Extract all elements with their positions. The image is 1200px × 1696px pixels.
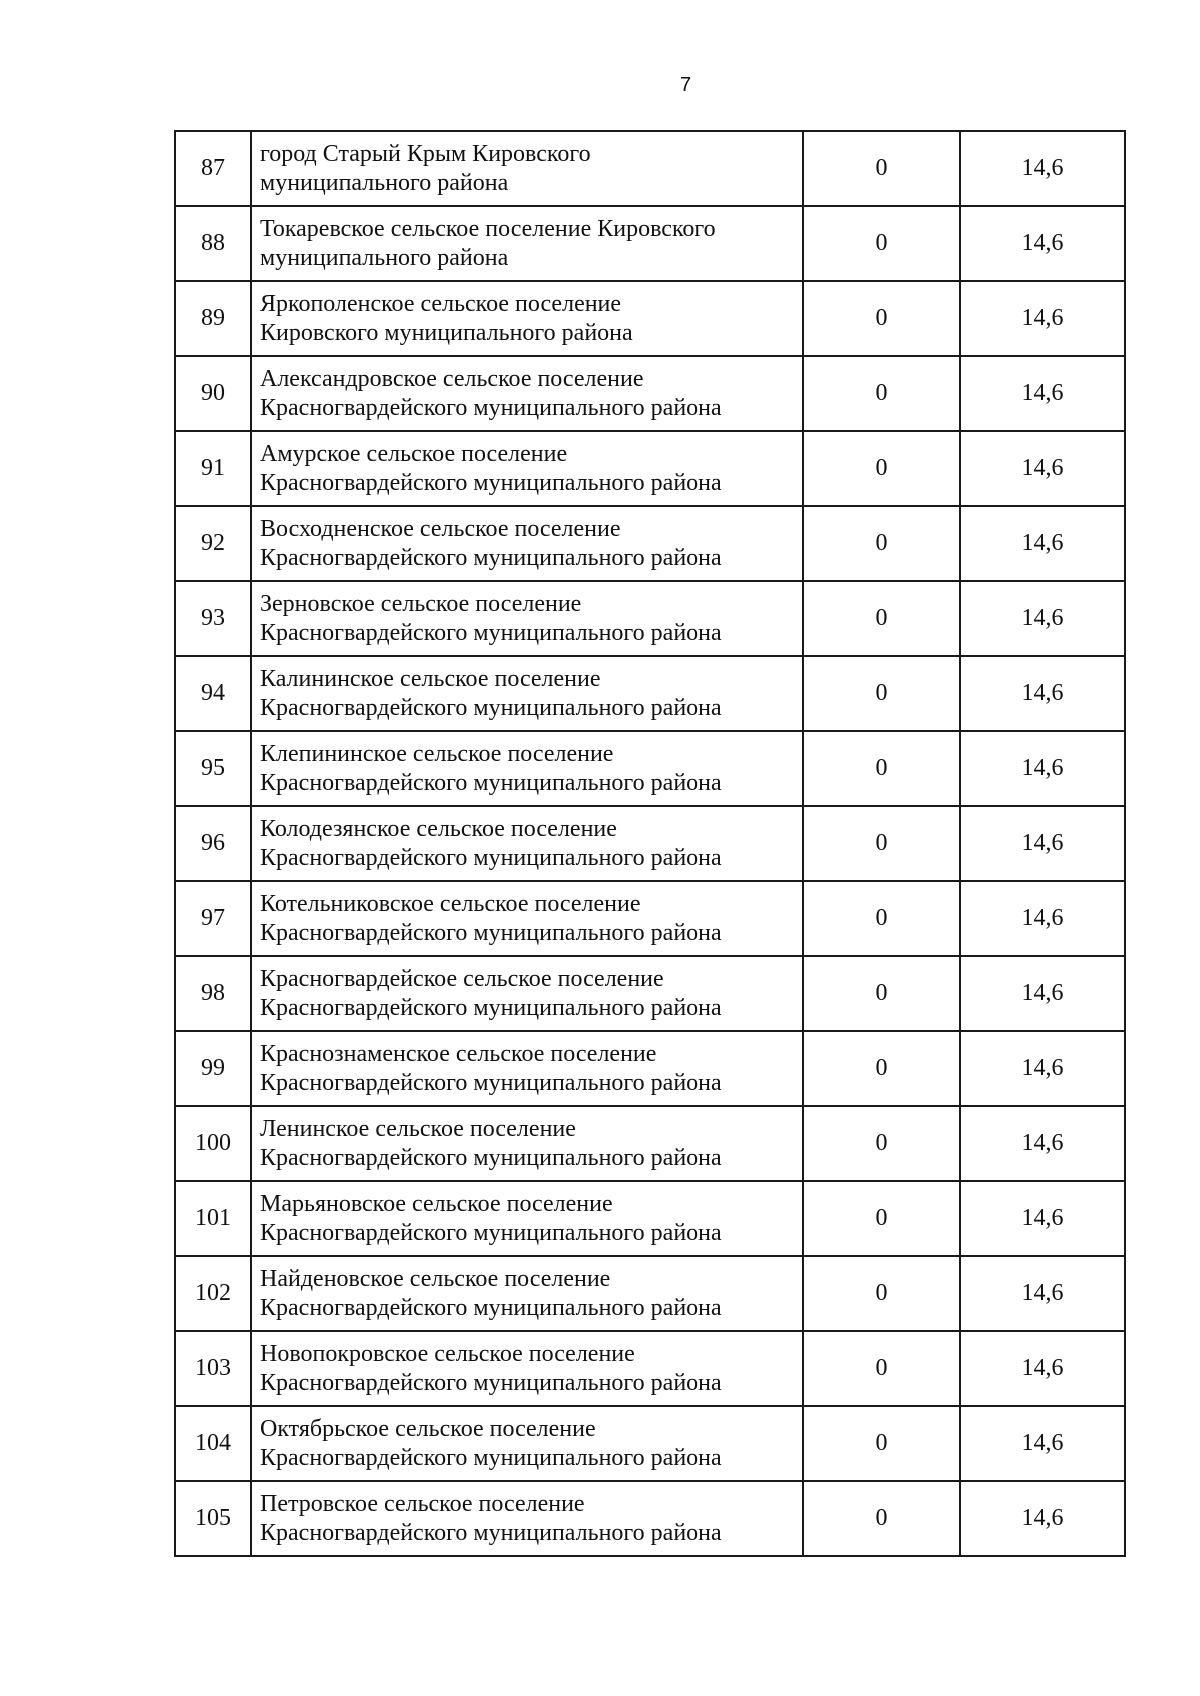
value-1-cell: 0 — [803, 206, 960, 281]
table-row — [175, 656, 1125, 731]
settlement-name-line-2: Красногвардейского муниципального района — [260, 695, 722, 721]
settlement-name — [260, 807, 802, 873]
value-2-cell: 14,6 — [960, 506, 1125, 581]
settlements-table — [174, 130, 1126, 1557]
settlement-name — [260, 732, 802, 798]
row-number-cell: 98 — [175, 956, 251, 1031]
settlement-name-line-2: Красногвардейского муниципального района — [260, 620, 722, 646]
table-row — [175, 1106, 1125, 1181]
table-row — [175, 206, 1125, 281]
table-row — [175, 506, 1125, 581]
settlement-name-cell — [251, 956, 803, 1031]
settlement-name-line-1: Яркополенское сельское поселение — [260, 291, 622, 317]
settlement-name — [260, 1032, 802, 1098]
settlement-name-line-2: Красногвардейского муниципального района — [260, 1370, 722, 1396]
value-1-cell: 0 — [803, 1406, 960, 1481]
settlement-name-line-1: Зерновское сельское поселение — [260, 591, 582, 617]
table-row — [175, 131, 1125, 206]
page-number-text: 7 — [680, 74, 692, 96]
row-number-cell: 101 — [175, 1181, 251, 1256]
settlement-name — [260, 282, 802, 348]
settlement-name-line-2: Красногвардейского муниципального района — [260, 920, 722, 946]
settlement-name-line-1: Петровское сельское поселение — [260, 1491, 585, 1517]
row-number-cell: 100 — [175, 1106, 251, 1181]
settlement-name-cell — [251, 281, 803, 356]
value-2-cell: 14,6 — [960, 281, 1125, 356]
settlement-name-line-1: Краснознаменское сельское поселение — [260, 1041, 657, 1067]
value-2-cell: 14,6 — [960, 881, 1125, 956]
settlement-name-line-1: Токаревское сельское поселение Кировского — [260, 216, 716, 242]
settlement-name-line-1: Красногвардейское сельское поселение — [260, 966, 664, 992]
settlement-name-cell — [251, 881, 803, 956]
value-1-cell: 0 — [803, 656, 960, 731]
row-number-cell: 88 — [175, 206, 251, 281]
settlement-name-line-2: муниципального района — [260, 170, 509, 196]
settlement-name — [260, 1257, 802, 1323]
settlement-name-line-1: Найденовское сельское поселение — [260, 1266, 611, 1292]
settlement-name-line-2: Красногвардейского муниципального района — [260, 1520, 722, 1546]
row-number-cell: 93 — [175, 581, 251, 656]
settlement-name-line-1: Колодезянское сельское поселение — [260, 816, 617, 842]
settlement-name-line-1: Марьяновское сельское поселение — [260, 1191, 613, 1217]
settlement-name-line-2: Красногвардейского муниципального района — [260, 1295, 722, 1321]
settlement-name-cell — [251, 656, 803, 731]
value-2-cell: 14,6 — [960, 1106, 1125, 1181]
table-body — [175, 131, 1125, 1556]
settlement-name — [260, 957, 802, 1023]
settlement-name-line-2: Красногвардейского муниципального района — [260, 1070, 722, 1096]
row-number-cell: 96 — [175, 806, 251, 881]
value-1-cell: 0 — [803, 1331, 960, 1406]
table-row — [175, 731, 1125, 806]
settlement-name — [260, 1482, 802, 1548]
value-2-cell: 14,6 — [960, 1256, 1125, 1331]
table-row — [175, 1031, 1125, 1106]
row-number-cell: 105 — [175, 1481, 251, 1556]
value-2-cell: 14,6 — [960, 581, 1125, 656]
settlement-name-line-2: Красногвардейского муниципального района — [260, 770, 722, 796]
settlement-name-cell — [251, 206, 803, 281]
settlement-name — [260, 1107, 802, 1173]
settlement-name-line-1: Октябрьское сельское поселение — [260, 1416, 596, 1442]
settlement-name-line-2: Кировского муниципального района — [260, 320, 633, 346]
value-1-cell: 0 — [803, 1031, 960, 1106]
settlement-name-cell — [251, 806, 803, 881]
settlement-name-line-2: Красногвардейского муниципального района — [260, 1145, 722, 1171]
value-2-cell: 14,6 — [960, 956, 1125, 1031]
settlement-name-line-1: Ленинское сельское поселение — [260, 1116, 576, 1142]
settlement-name-line-2: Красногвардейского муниципального района — [260, 995, 722, 1021]
row-number-cell: 95 — [175, 731, 251, 806]
settlement-name-line-2: муниципального района — [260, 245, 509, 271]
value-2-cell: 14,6 — [960, 1331, 1125, 1406]
table-row — [175, 1181, 1125, 1256]
value-1-cell: 0 — [803, 1481, 960, 1556]
settlement-name-line-2: Красногвардейского муниципального района — [260, 545, 722, 571]
value-1-cell: 0 — [803, 881, 960, 956]
settlement-name-line-1: Восходненское сельское поселение — [260, 516, 621, 542]
settlement-name-line-1: город Старый Крым Кировского — [260, 141, 591, 167]
row-number-cell: 103 — [175, 1331, 251, 1406]
table-row — [175, 431, 1125, 506]
value-1-cell: 0 — [803, 731, 960, 806]
value-1-cell: 0 — [803, 581, 960, 656]
value-1-cell: 0 — [803, 1106, 960, 1181]
row-number-cell: 104 — [175, 1406, 251, 1481]
row-number-cell: 99 — [175, 1031, 251, 1106]
settlement-name — [260, 657, 802, 723]
settlement-name — [260, 582, 802, 648]
table-row — [175, 356, 1125, 431]
settlement-name — [260, 1182, 802, 1248]
settlement-name-line-1: Новопокровское сельское поселение — [260, 1341, 635, 1367]
value-1-cell: 0 — [803, 806, 960, 881]
settlement-name-cell — [251, 1481, 803, 1556]
value-1-cell: 0 — [803, 431, 960, 506]
settlement-name — [260, 1332, 802, 1398]
table-row — [175, 281, 1125, 356]
table-row — [175, 1331, 1125, 1406]
row-number-cell: 87 — [175, 131, 251, 206]
settlement-name-cell — [251, 506, 803, 581]
value-2-cell: 14,6 — [960, 806, 1125, 881]
row-number-cell: 92 — [175, 506, 251, 581]
settlement-name — [260, 882, 802, 948]
settlement-name-line-2: Красногвардейского муниципального района — [260, 1445, 722, 1471]
settlement-name — [260, 1407, 802, 1473]
value-1-cell: 0 — [803, 506, 960, 581]
settlement-name-line-1: Котельниковское сельское поселение — [260, 891, 641, 917]
table-row — [175, 881, 1125, 956]
table-row — [175, 581, 1125, 656]
table-row — [175, 1406, 1125, 1481]
value-2-cell: 14,6 — [960, 731, 1125, 806]
value-1-cell: 0 — [803, 956, 960, 1031]
value-1-cell: 0 — [803, 1181, 960, 1256]
value-2-cell: 14,6 — [960, 431, 1125, 506]
settlement-name-line-2: Красногвардейского муниципального района — [260, 1220, 722, 1246]
row-number-cell: 91 — [175, 431, 251, 506]
settlement-name-cell — [251, 131, 803, 206]
settlement-name-cell — [251, 1406, 803, 1481]
settlement-name-line-2: Красногвардейского муниципального района — [260, 395, 722, 421]
settlement-name-cell — [251, 1181, 803, 1256]
settlement-name-cell — [251, 1031, 803, 1106]
row-number-cell: 102 — [175, 1256, 251, 1331]
settlement-name — [260, 432, 802, 498]
settlement-name-line-1: Александровское сельское поселение — [260, 366, 644, 392]
row-number-cell: 94 — [175, 656, 251, 731]
table-row — [175, 956, 1125, 1031]
settlement-name — [260, 357, 802, 423]
value-2-cell: 14,6 — [960, 1406, 1125, 1481]
settlement-name — [260, 207, 802, 273]
value-2-cell: 14,6 — [960, 1031, 1125, 1106]
row-number-cell: 97 — [175, 881, 251, 956]
settlement-name-line-2: Красногвардейского муниципального района — [260, 845, 722, 871]
settlement-name-line-1: Амурское сельское поселение — [260, 441, 568, 467]
settlement-name-cell — [251, 581, 803, 656]
value-2-cell: 14,6 — [960, 656, 1125, 731]
settlement-name-cell — [251, 1106, 803, 1181]
settlement-name — [260, 132, 802, 198]
table-row — [175, 806, 1125, 881]
settlement-name-line-1: Калининское сельское поселение — [260, 666, 601, 692]
table-row — [175, 1256, 1125, 1331]
settlement-name-cell — [251, 1331, 803, 1406]
value-2-cell: 14,6 — [960, 1481, 1125, 1556]
value-1-cell: 0 — [803, 356, 960, 431]
row-number-cell: 89 — [175, 281, 251, 356]
value-2-cell: 14,6 — [960, 206, 1125, 281]
value-2-cell: 14,6 — [960, 131, 1125, 206]
settlement-name-cell — [251, 431, 803, 506]
settlement-name-cell — [251, 731, 803, 806]
value-2-cell: 14,6 — [960, 1181, 1125, 1256]
settlement-name-line-2: Красногвардейского муниципального района — [260, 470, 722, 496]
settlement-name — [260, 507, 802, 573]
settlement-name-line-1: Клепининское сельское поселение — [260, 741, 614, 767]
settlement-name-cell — [251, 1256, 803, 1331]
value-2-cell: 14,6 — [960, 356, 1125, 431]
value-1-cell: 0 — [803, 1256, 960, 1331]
row-number-cell: 90 — [175, 356, 251, 431]
settlement-name-cell — [251, 356, 803, 431]
value-1-cell: 0 — [803, 281, 960, 356]
value-1-cell: 0 — [803, 131, 960, 206]
table-row — [175, 1481, 1125, 1556]
